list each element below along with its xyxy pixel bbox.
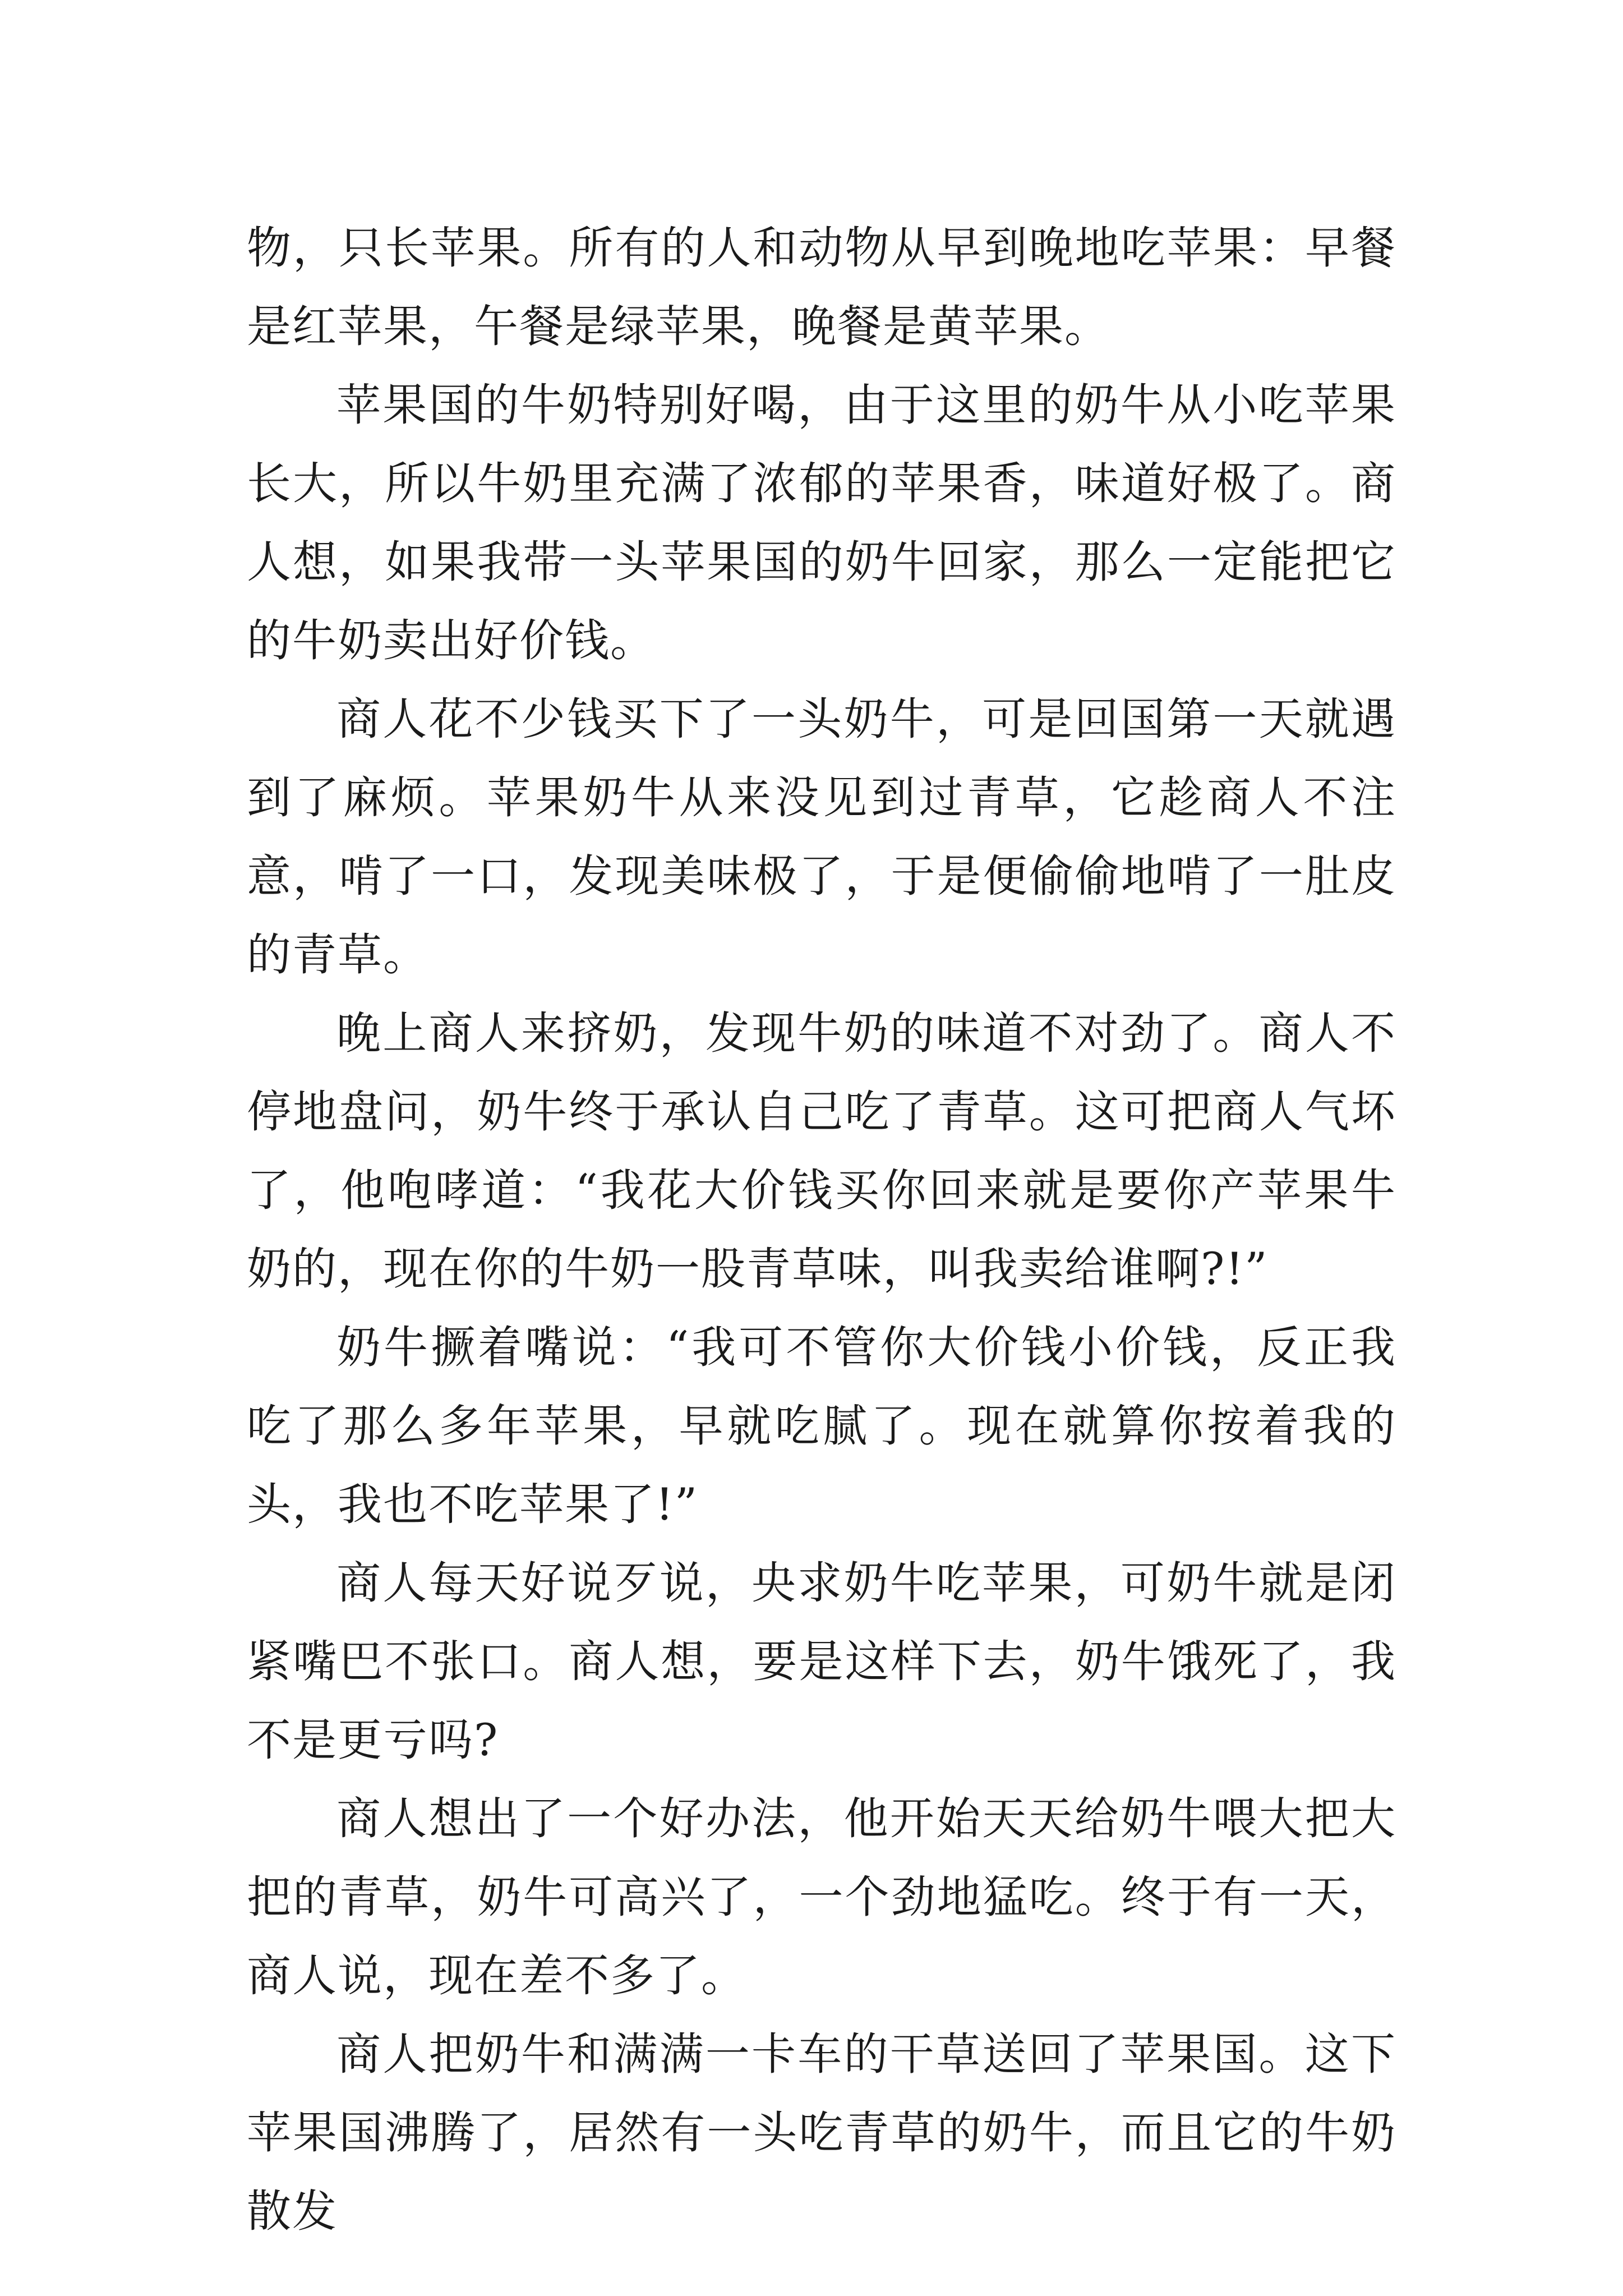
paragraph-7: 商人想出了一个好办法，他开始天天给奶牛喂大把大把的青草，奶牛可高兴了，一个劲地猛吃。终于有一天，商人说，现在差不多了。 (247, 1793, 1396, 2001)
paragraph-8: 商人把奶牛和满满一卡车的干草送回了苹果国。这下苹果国沸腾了，居然有一头吃青草的奶牛，而且它的牛奶散发 (247, 2028, 1396, 2237)
paragraph-5: 奶牛撅着嘴说：“我可不管你大价钱小价钱，反正我吃了那么多年苹果，早就吃腻了。现在就算你按着我的头，我也不吃苹果了!” (247, 1322, 1396, 1530)
paragraph-4: 晚上商人来挤奶，发现牛奶的味道不对劲了。商人不停地盘问，奶牛终于承认自己吃了青草。这可把商人气坏了，他咆哮道：“我花大价钱买你回来就是要你产苹果牛奶的，现在你的牛奶一股青草味，叫我卖给谁啊?!” (247, 1007, 1396, 1295)
paragraph-3: 商人花不少钱买下了一头奶牛，可是回国第一天就遇到了麻烦。苹果奶牛从来没见到过青草，它趁商人不注意，啃了一口，发现美味极了，于是便偷偷地啃了一肚皮的青草。 (247, 693, 1396, 981)
paragraph-1: 物，只长苹果。所有的人和动物从早到晚地吃苹果：早餐是红苹果，午餐是绿苹果，晚餐是黄苹果。 (247, 222, 1396, 352)
story-text (247, 209, 1396, 2251)
paragraph-6: 商人每天好说歹说，央求奶牛吃苹果，可奶牛就是闭紧嘴巴不张口。商人想，要是这样下去，奶牛饿死了，我不是更亏吗? (247, 1557, 1396, 1766)
paragraph-2: 苹果国的牛奶特别好喝，由于这里的奶牛从小吃苹果长大，所以牛奶里充满了浓郁的苹果香，味道好极了。商人想，如果我带一头苹果国的奶牛回家，那么一定能把它的牛奶卖出好价钱。 (247, 379, 1396, 666)
